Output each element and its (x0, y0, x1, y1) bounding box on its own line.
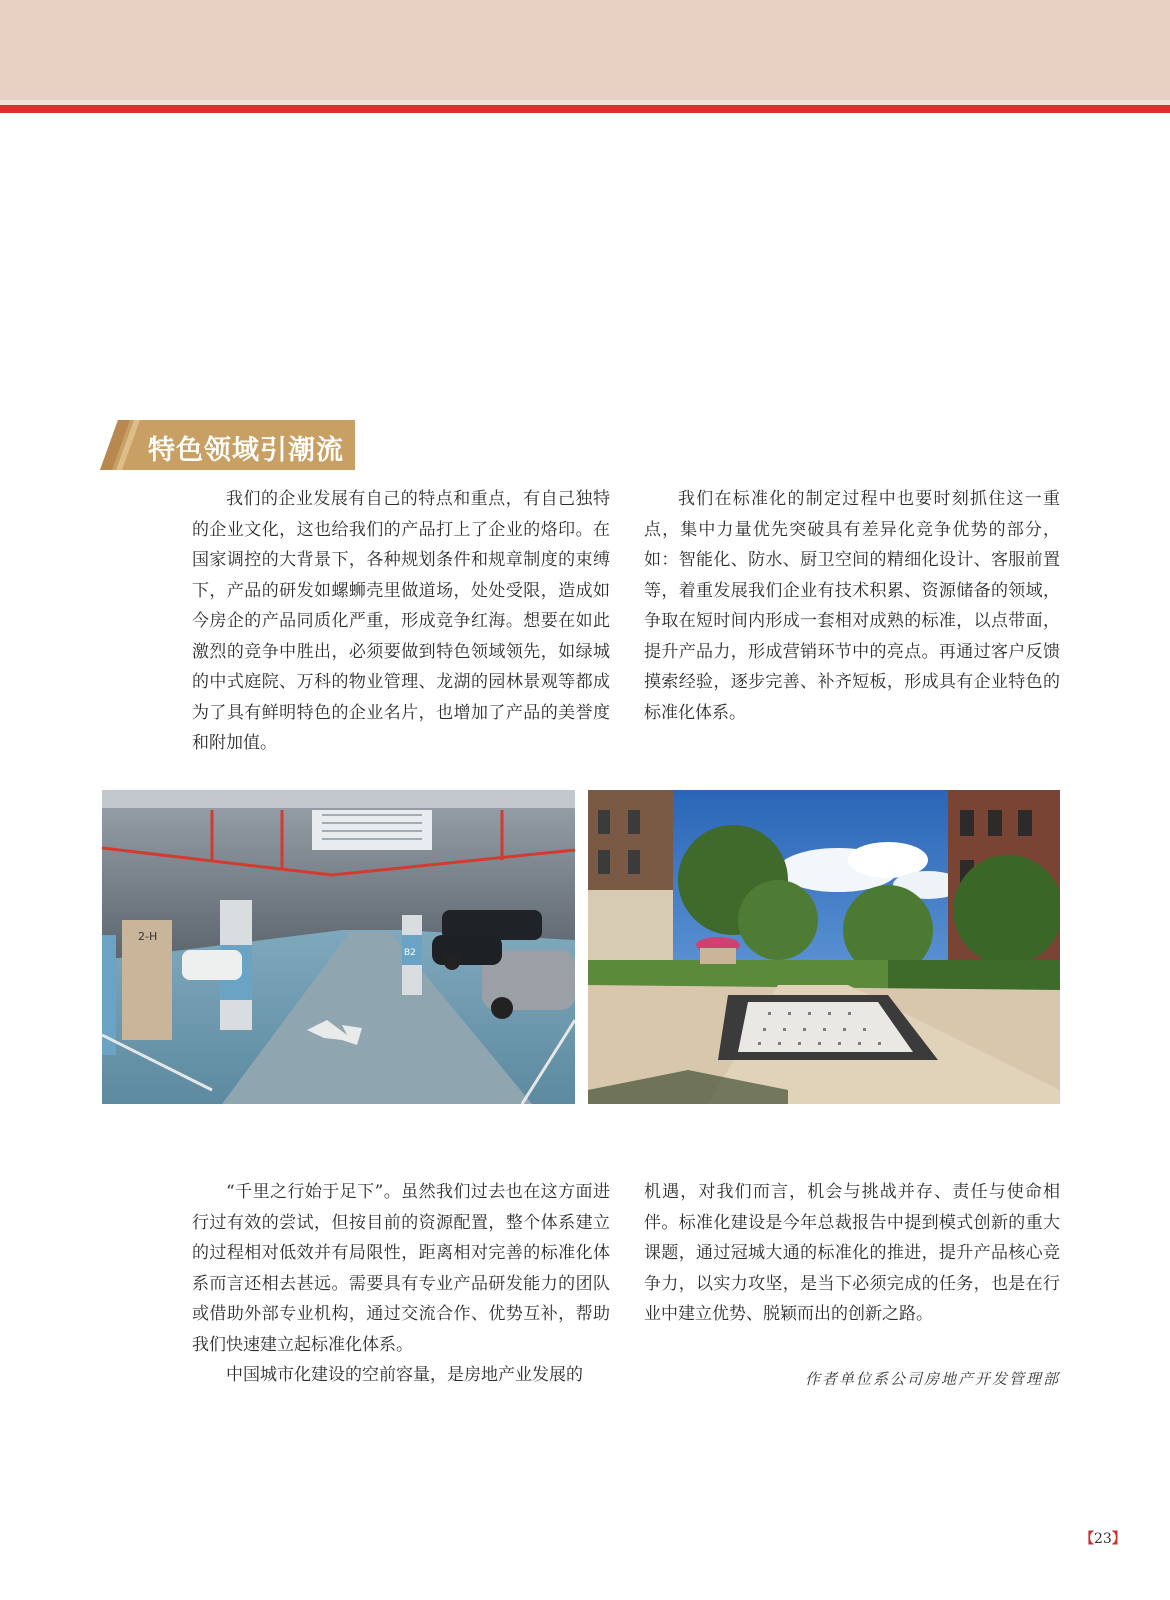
parking-garage-photo (102, 790, 575, 1104)
page-number (1080, 1528, 1126, 1548)
text-column-bottom-left (192, 1177, 610, 1391)
section-title: 特色领域引潮流 (148, 435, 344, 466)
page-number-value: 23 (1094, 1531, 1112, 1547)
paragraph: 我们在标准化的制定过程中也要时刻抓住这一重点，集中力量优先突破具有差异化竞争优势的部分，如：智能化、防水、厨卫空间的精细化设计、客服前置等，着重发展我们企业有技术积累、资源储备的领域，争取在短时间内形成一套相对成熟的标准，以点带面，提升产品力，形成营销环节中的亮点。再通过客户反馈摸索经验，逐步完善、补齐短板，形成具有企业特色的标准化体系。 (644, 489, 1060, 723)
paragraph: “千里之行始于足下”。虽然我们过去也在这方面进行过有效的尝试，但按目前的资源配置，整个体系建立的过程相对低效并有局限性，距离相对完善的标准化体系而言还相去甚远。需要具有专业产品研发能力的团队或借助外部专业机构，通过交流合作、优势互补，帮助我们快速建立起标准化体系。 (192, 1182, 610, 1355)
text-column-top-right (644, 484, 1060, 728)
zone-sign: 2-H (138, 930, 158, 943)
paragraph: 我们的企业发展有自己的特点和重点，有自己独特的企业文化，这也给我们的产品打上了企业的烙印。在国家调控的大背景下，各种规划条件和规章制度的束缚下，产品的研发如螺蛳壳里做道场，处处受限，造成如今房企的产品同质化严重，形成竞争红海。想要在如此激烈的竞争中胜出，必须要做到特色领域领先，如绿城的中式庭院、万科的物业管理、龙湖的园林景观等都成为了具有鲜明特色的企业名片，也增加了产品的美誉度和附加值。 (192, 489, 610, 753)
paragraph: 机遇，对我们而言，机会与挑战并存、责任与使命相伴。标准化建设是今年总裁报告中提到模式创新的重大课题，通过冠城大通的标准化的推进，提升产品核心竞争力，以实力攻坚，是当下必须完成的任务，也是在行业中建立优势、脱颖而出的创新之路。 (644, 1182, 1060, 1324)
author-credit: 作者单位系公司房地产开发管理部 (804, 1370, 1060, 1388)
pillar-sign-b2: B2 (404, 948, 416, 958)
paragraph: 中国城市化建设的空前容量，是房地产业发展的 (226, 1365, 583, 1385)
section-banner (100, 420, 355, 470)
header-red-stripe (0, 105, 1170, 113)
text-column-bottom-right (644, 1177, 1060, 1330)
page-bracket-open: 【 (1080, 1531, 1094, 1547)
text-column-top-left (192, 484, 610, 759)
garden-courtyard-photo (588, 790, 1060, 1104)
header-band (0, 0, 1170, 100)
page-bracket-close: 】 (1111, 1531, 1126, 1547)
